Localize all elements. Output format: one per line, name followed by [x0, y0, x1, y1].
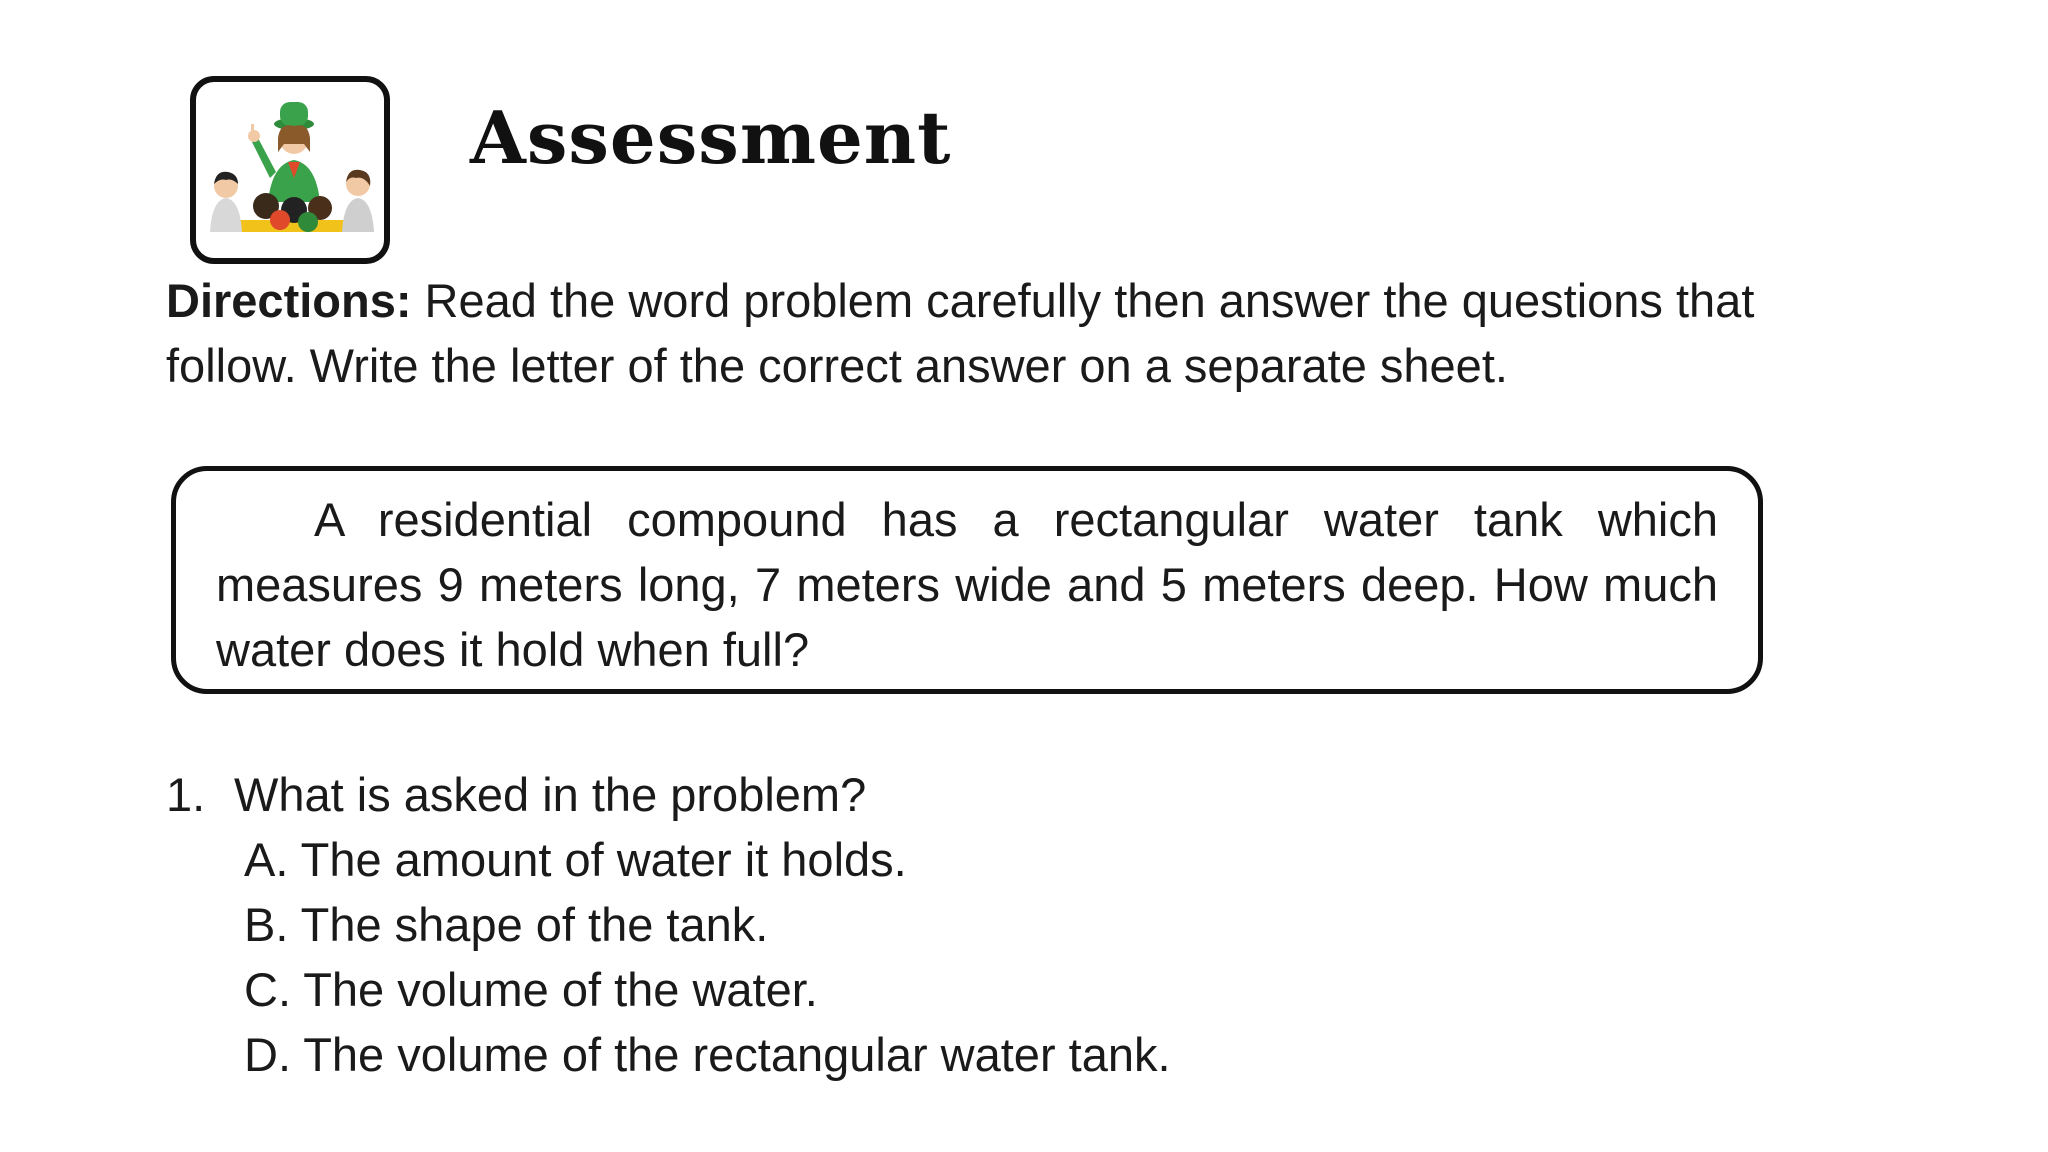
question-1: [166, 762, 866, 827]
choice-d: D. The volume of the rectangular water tank.: [244, 1028, 1171, 1081]
word-problem-text: A residential compound has a rectangular water tank which measures 9 meters long, 7 meters wide and 5 meters deep. How much water does it hold when full?: [216, 493, 1718, 676]
question-number: 1.: [166, 768, 206, 821]
choice-b: B. The shape of the tank.: [244, 898, 769, 951]
word-problem-box: [171, 466, 1763, 694]
directions-paragraph: [166, 268, 1786, 398]
answer-choices: [244, 827, 1171, 1087]
directions-label: Directions:: [166, 274, 412, 327]
choice-c: C. The volume of the water.: [244, 963, 818, 1016]
page-title: Assessment: [470, 95, 952, 180]
teacher-with-students-icon: [190, 76, 390, 264]
choice-a: A. The amount of water it holds.: [244, 833, 907, 886]
question-text: What is asked in the problem?: [234, 768, 867, 821]
directions-text: Read the word problem carefully then answer the questions that follow. Write the letter of the correct answer on a separate sheet.: [166, 274, 1755, 392]
